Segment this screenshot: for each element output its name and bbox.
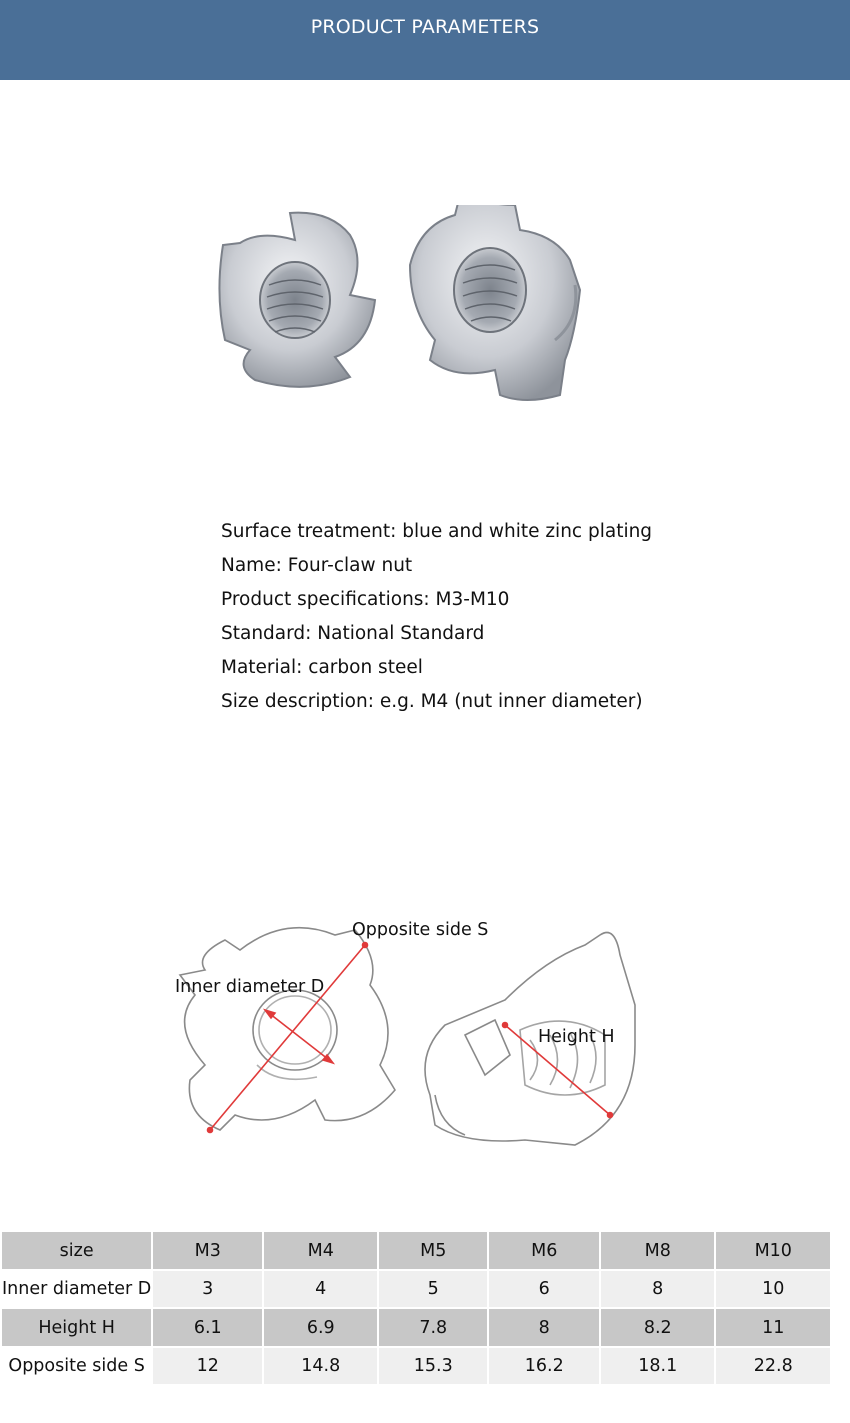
table-cell: 5 xyxy=(379,1271,487,1307)
dimension-diagram xyxy=(165,915,685,1170)
table-header-row xyxy=(2,1232,830,1269)
table-cell: 16.2 xyxy=(489,1348,599,1384)
nut-angled-view xyxy=(410,205,580,400)
spec-size-description: Size description: e.g. M4 (nut inner diameter) xyxy=(221,691,643,712)
table-cell: 15.3 xyxy=(379,1348,487,1384)
page-title: PRODUCT PARAMETERS xyxy=(310,16,540,38)
table-cell: 11 xyxy=(716,1309,830,1346)
spec-surface-treatment: Surface treatment: blue and white zinc plating xyxy=(221,521,653,542)
table-cell: 6.1 xyxy=(153,1309,262,1346)
header-cell-size: size xyxy=(2,1232,151,1269)
size-table xyxy=(0,1230,832,1386)
table-cell: 4 xyxy=(264,1271,377,1307)
header-banner xyxy=(0,0,850,80)
header-cell: M4 xyxy=(264,1232,377,1269)
row-label: Height H xyxy=(2,1309,151,1346)
product-photo xyxy=(205,205,600,410)
spec-product-specifications: Product specifications: M3-M10 xyxy=(221,589,510,610)
header-cell: M8 xyxy=(601,1232,714,1269)
spec-standard: Standard: National Standard xyxy=(221,623,485,644)
table-cell: 3 xyxy=(153,1271,262,1307)
table-row xyxy=(2,1309,830,1346)
table-cell: 6.9 xyxy=(264,1309,377,1346)
header-cell: M5 xyxy=(379,1232,487,1269)
spec-list xyxy=(221,515,652,719)
header-cell: M6 xyxy=(489,1232,599,1269)
table-cell: 12 xyxy=(153,1348,262,1384)
table-cell: 6 xyxy=(489,1271,599,1307)
table-cell: 14.8 xyxy=(264,1348,377,1384)
label-opposite-side: Opposite side S xyxy=(352,920,489,940)
nut-top-sketch xyxy=(180,928,395,1130)
table-cell: 8 xyxy=(601,1271,714,1307)
table-cell: 22.8 xyxy=(716,1348,830,1384)
spec-name: Name: Four-claw nut xyxy=(221,555,413,576)
row-label: Opposite side S xyxy=(2,1348,151,1384)
row-label: Inner diameter D xyxy=(2,1271,151,1307)
spec-material: Material: carbon steel xyxy=(221,657,423,678)
table-cell: 18.1 xyxy=(601,1348,714,1384)
header-cell: M3 xyxy=(153,1232,262,1269)
label-height: Height H xyxy=(538,1027,615,1047)
table-row xyxy=(2,1271,830,1307)
table-cell: 10 xyxy=(716,1271,830,1307)
table-cell: 7.8 xyxy=(379,1309,487,1346)
nut-front-view xyxy=(219,213,375,387)
table-cell: 8 xyxy=(489,1309,599,1346)
table-row xyxy=(2,1348,830,1384)
table-cell: 8.2 xyxy=(601,1309,714,1346)
label-inner-diameter: Inner diameter D xyxy=(175,977,325,997)
header-cell: M10 xyxy=(716,1232,830,1269)
